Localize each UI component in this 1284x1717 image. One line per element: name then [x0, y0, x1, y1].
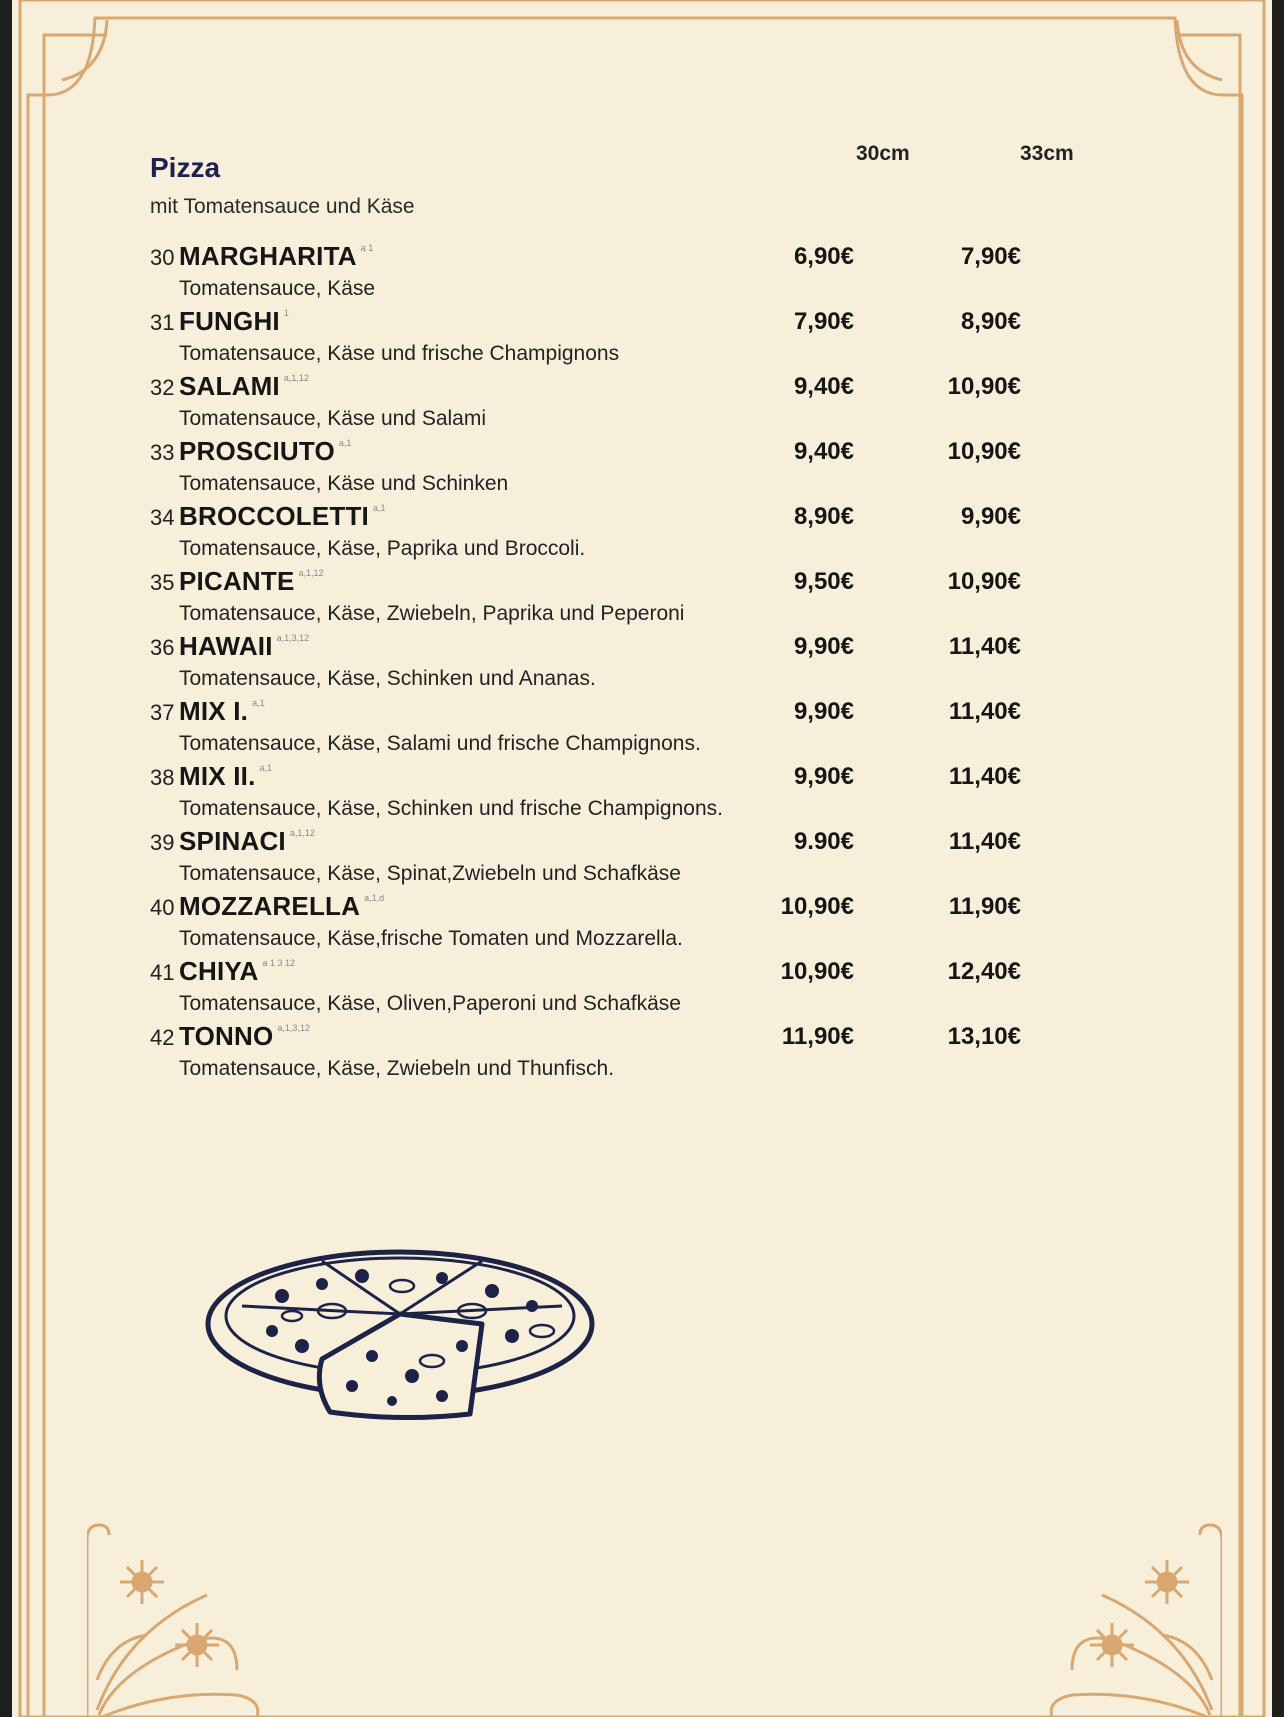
item-allergens: a,1,12 — [298, 568, 324, 578]
item-description: Tomatensauce, Käse, Paprika und Broccoli. — [179, 537, 586, 560]
item-name-text: BROCCOLETTI — [179, 501, 369, 531]
item-price-33cm: 7,90€ — [960, 243, 1021, 270]
pizza-illustration — [202, 1236, 602, 1426]
item-number: 33 — [150, 440, 175, 465]
item-name-text: MIX I. — [179, 696, 249, 726]
item-price-30cm: 10,90€ — [780, 958, 854, 985]
item-name-text: MARGHARITA — [179, 241, 357, 271]
item-name-text: CHIYA — [179, 956, 259, 986]
corner-ornament-right — [1022, 1520, 1222, 1717]
item-price-30cm: 9,90€ — [793, 633, 854, 660]
item-name-text: MOZZARELLA — [179, 891, 361, 921]
item-price-30cm: 9,40€ — [793, 438, 854, 465]
item-price-33cm: 11,40€ — [948, 633, 1021, 660]
item-allergens: 1 — [283, 308, 289, 318]
menu-item — [150, 501, 1150, 566]
item-number: 35 — [150, 570, 175, 595]
item-price-30cm: 9,90€ — [793, 698, 854, 725]
menu-item — [150, 241, 1150, 306]
item-price-33cm: 12,40€ — [947, 958, 1021, 985]
item-description: Tomatensauce, Käse, Salami und frische Champignons. — [179, 732, 701, 755]
item-name — [179, 241, 373, 272]
item-name-text: HAWAII — [179, 631, 273, 661]
item-name-text: SALAMI — [179, 371, 280, 401]
item-description: Tomatensauce, Käse — [179, 277, 376, 300]
item-price-30cm: 6,90€ — [793, 243, 854, 270]
item-description: Tomatensauce, Käse, Schinken und Ananas. — [179, 667, 596, 690]
item-description: Tomatensauce, Käse und Schinken — [179, 472, 509, 495]
item-allergens: a,1,12 — [289, 828, 315, 838]
menu-item — [150, 956, 1150, 1021]
item-number: 37 — [150, 700, 175, 725]
item-price-30cm: 9,40€ — [793, 373, 854, 400]
item-name-text: TONNO — [179, 1021, 274, 1051]
item-name-text: PICANTE — [179, 566, 295, 596]
menu-title: Pizza — [150, 152, 221, 183]
menu-item — [150, 761, 1150, 826]
menu-item — [150, 371, 1150, 436]
item-name — [179, 761, 272, 792]
item-description: Tomatensauce, Käse und Salami — [179, 407, 487, 430]
item-number: 39 — [150, 830, 175, 855]
item-price-33cm: 11,90€ — [948, 893, 1021, 920]
menu-item — [150, 826, 1150, 891]
menu-item — [150, 696, 1150, 761]
item-number: 38 — [150, 765, 175, 790]
item-price-30cm: 9.90€ — [793, 828, 854, 855]
item-price-33cm: 11,40€ — [948, 763, 1021, 790]
item-price-30cm: 7,90€ — [793, 308, 854, 335]
item-allergens: a,1 — [259, 763, 273, 773]
item-allergens: a,1,3,12 — [277, 1023, 310, 1033]
menu-item — [150, 306, 1150, 371]
item-name-text: MIX II. — [179, 761, 256, 791]
item-price-33cm: 13,10€ — [947, 1023, 1021, 1050]
item-price-33cm: 11,40€ — [948, 828, 1021, 855]
item-price-33cm: 10,90€ — [947, 568, 1021, 595]
item-price-33cm: 11,40€ — [948, 698, 1021, 725]
item-price-30cm: 9,50€ — [793, 568, 854, 595]
item-number: 42 — [150, 1025, 175, 1050]
item-allergens: a,1,3,12 — [276, 633, 310, 643]
item-name — [179, 891, 384, 922]
item-description: Tomatensauce, Käse, Zwiebeln, Paprika und Peperoni — [179, 602, 685, 625]
item-description: Tomatensauce, Käse, Oliven,Paperoni und Schafkäse — [179, 992, 681, 1015]
item-name — [179, 956, 295, 987]
item-allergens: a 1 — [360, 243, 374, 253]
item-name-text: SPINACI — [179, 826, 286, 856]
item-name — [179, 501, 385, 532]
item-name-text: PROSCIUTO — [179, 436, 335, 466]
item-number: 41 — [150, 960, 175, 985]
item-number: 34 — [150, 505, 175, 530]
item-price-33cm: 10,90€ — [947, 373, 1021, 400]
item-number: 36 — [150, 635, 175, 660]
item-name — [179, 696, 265, 727]
size-header-33cm: 33cm — [1020, 142, 1074, 165]
item-allergens: a,1,d — [364, 893, 385, 903]
item-allergens: a,1,12 — [283, 373, 309, 383]
item-number: 40 — [150, 895, 175, 920]
menu-item — [150, 1021, 1150, 1086]
corner-ornament-left — [87, 1520, 287, 1717]
item-price-30cm: 8,90€ — [793, 503, 854, 530]
item-name — [179, 371, 309, 402]
item-name — [179, 436, 351, 467]
item-number: 31 — [150, 310, 175, 335]
item-description: Tomatensauce, Käse, Schinken und frische Champignons. — [179, 797, 723, 820]
item-price-30cm: 11,90€ — [781, 1023, 854, 1050]
item-price-33cm: 10,90€ — [947, 438, 1021, 465]
item-name — [179, 631, 309, 662]
item-name — [179, 1021, 310, 1052]
item-name — [179, 566, 324, 597]
item-allergens: a 1 3 12 — [262, 958, 296, 968]
menu-paper — [12, 0, 1272, 1717]
item-description: Tomatensauce, Käse,frische Tomaten und Mozzarella. — [179, 927, 683, 950]
item-allergens: a,1 — [338, 438, 352, 448]
item-allergens: a,1 — [372, 503, 386, 513]
item-price-33cm: 9,90€ — [960, 503, 1021, 530]
menu-item — [150, 566, 1150, 631]
menu-item — [150, 631, 1150, 696]
item-description: Tomatensauce, Käse und frische Champignons — [179, 342, 620, 365]
item-name-text: FUNGHI — [179, 306, 280, 336]
menu-subtitle: mit Tomatensauce und Käse — [150, 195, 415, 218]
menu-item — [150, 891, 1150, 956]
item-price-30cm: 9,90€ — [793, 763, 854, 790]
item-price-33cm: 8,90€ — [960, 308, 1021, 335]
item-allergens: a,1 — [252, 698, 265, 708]
pizza-menu — [150, 0, 1150, 1200]
item-number: 32 — [150, 375, 175, 400]
item-name — [179, 826, 315, 857]
item-name — [179, 306, 289, 337]
item-number: 30 — [150, 245, 175, 270]
item-description: Tomatensauce, Käse, Spinat,Zwiebeln und Schafkäse — [179, 862, 681, 885]
size-header-30cm: 30cm — [856, 142, 910, 165]
item-price-30cm: 10,90€ — [780, 893, 854, 920]
item-description: Tomatensauce, Käse, Zwiebeln und Thunfisch. — [179, 1057, 615, 1080]
menu-item — [150, 436, 1150, 501]
